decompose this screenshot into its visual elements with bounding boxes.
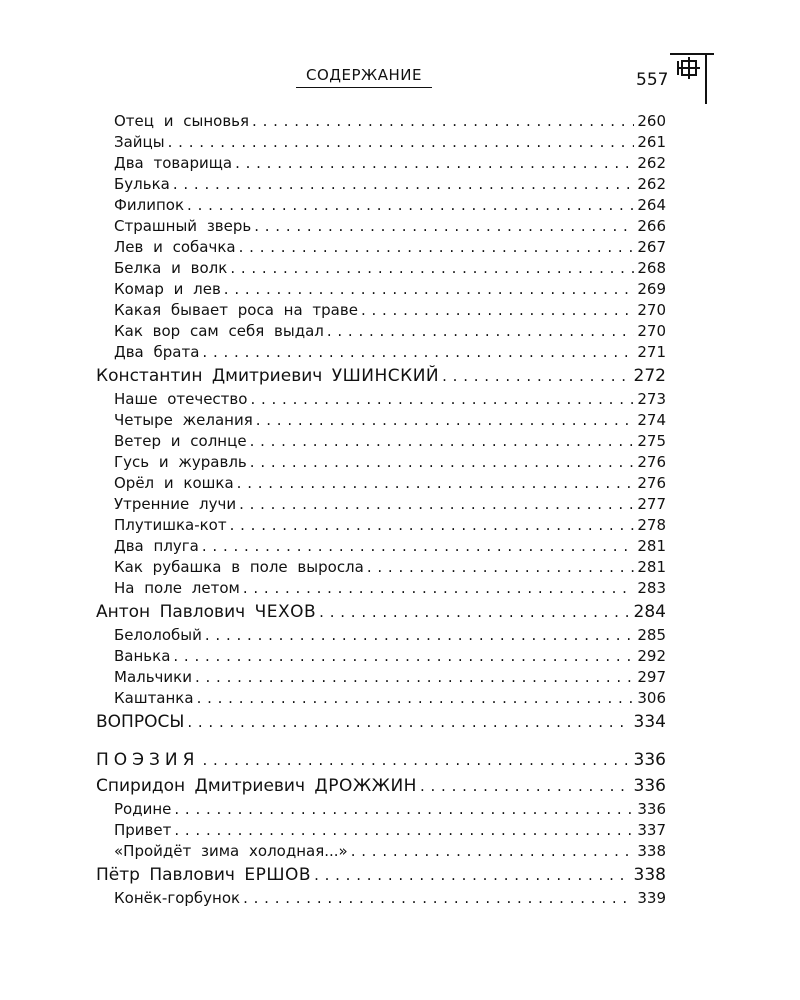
dot-leader bbox=[327, 322, 635, 340]
dot-leader bbox=[230, 516, 635, 534]
entry-title: Утренние лучи bbox=[114, 495, 237, 513]
entry-page-number: 273 bbox=[637, 390, 666, 408]
dot-leader bbox=[205, 626, 634, 644]
entry-page-number: 336 bbox=[633, 776, 666, 796]
author-surname: ЧЕХОВ bbox=[254, 602, 317, 622]
author-first-names: Спиридон Дмитриевич bbox=[96, 776, 306, 796]
entry-page-number: 262 bbox=[637, 175, 666, 193]
toc-entry bbox=[96, 842, 666, 863]
entry-page-number: 264 bbox=[637, 196, 666, 214]
toc-entry bbox=[96, 579, 666, 600]
dot-leader bbox=[173, 647, 634, 665]
dot-leader bbox=[250, 453, 635, 471]
toc-entry bbox=[96, 238, 666, 259]
author-name bbox=[96, 865, 311, 885]
entry-page-number: 276 bbox=[637, 474, 666, 492]
toc-entry bbox=[96, 196, 666, 217]
toc-author-entry bbox=[96, 366, 666, 390]
entry-page-number: 274 bbox=[637, 411, 666, 429]
toc-section-entry bbox=[96, 712, 666, 736]
entry-title: Два брата bbox=[114, 343, 200, 361]
entry-title: Филипок bbox=[114, 196, 185, 214]
dot-leader bbox=[319, 603, 630, 621]
toc-entry bbox=[96, 217, 666, 238]
entry-page-number: 270 bbox=[637, 322, 666, 340]
entry-title: Четыре желания bbox=[114, 411, 253, 429]
dot-leader bbox=[197, 689, 635, 707]
entry-page-number: 297 bbox=[637, 668, 666, 686]
author-surname: УШИНСКИЙ bbox=[331, 366, 440, 386]
entry-page-number: 283 bbox=[637, 579, 666, 597]
entry-page-number: 281 bbox=[637, 558, 666, 576]
dot-leader bbox=[250, 390, 634, 408]
toc-entry bbox=[96, 558, 666, 579]
dot-leader bbox=[235, 154, 634, 172]
corner-ornament-icon bbox=[670, 52, 714, 104]
toc-entry bbox=[96, 112, 666, 133]
toc-entry bbox=[96, 175, 666, 196]
toc-entry bbox=[96, 626, 666, 647]
entry-title: Страшный зверь bbox=[114, 217, 252, 235]
page-number: 557 bbox=[636, 70, 669, 90]
entry-page-number: 269 bbox=[637, 280, 666, 298]
entry-title: Наше отечество bbox=[114, 390, 248, 408]
entry-title: Ветер и солнце bbox=[114, 432, 247, 450]
dot-leader bbox=[174, 821, 634, 839]
entry-title: Лев и собачка bbox=[114, 238, 236, 256]
entry-title: Белка и волк bbox=[114, 259, 228, 277]
entry-page-number: 292 bbox=[637, 647, 666, 665]
toc-entry bbox=[96, 516, 666, 537]
entry-title: Как рубашка в поле выросла bbox=[114, 558, 364, 576]
entry-page-number: 336 bbox=[637, 800, 666, 818]
toc-author-entry bbox=[96, 865, 666, 889]
dot-leader bbox=[168, 133, 635, 151]
entry-page-number: 285 bbox=[637, 626, 666, 644]
dot-leader bbox=[239, 495, 634, 513]
author-first-names: Антон Павлович bbox=[96, 602, 246, 622]
dot-leader bbox=[174, 800, 634, 818]
dot-leader bbox=[243, 889, 634, 907]
entry-page-number: 271 bbox=[637, 343, 666, 361]
entry-title: Белолобый bbox=[114, 626, 202, 644]
toc-entry bbox=[96, 280, 666, 301]
dot-leader bbox=[351, 842, 635, 860]
toc-entry bbox=[96, 154, 666, 175]
entry-page-number: 268 bbox=[637, 259, 666, 277]
author-first-names: Пётр Павлович bbox=[96, 865, 235, 885]
dot-leader bbox=[224, 280, 635, 298]
toc-entry bbox=[96, 432, 666, 453]
dot-leader bbox=[237, 474, 635, 492]
entry-title: Привет bbox=[114, 821, 172, 839]
dot-leader bbox=[367, 558, 635, 576]
entry-page-number: 260 bbox=[637, 112, 666, 130]
author-surname: ДРОЖЖИН bbox=[314, 776, 417, 796]
entry-title: Орёл и кошка bbox=[114, 474, 234, 492]
entry-page-number: 266 bbox=[637, 217, 666, 235]
entry-title: Комар и лев bbox=[114, 280, 221, 298]
entry-title: Два плуга bbox=[114, 537, 199, 555]
author-name bbox=[96, 776, 417, 796]
entry-title: «Пройдёт зима холодная...» bbox=[114, 842, 348, 860]
dot-leader bbox=[252, 112, 634, 130]
dot-leader bbox=[442, 367, 630, 385]
dot-leader bbox=[239, 238, 635, 256]
toc-entry bbox=[96, 301, 666, 322]
entry-page-number: 261 bbox=[637, 133, 666, 151]
entry-page-number: 339 bbox=[637, 889, 666, 907]
entry-title: Какая бывает роса на траве bbox=[114, 301, 358, 319]
entry-title: ВОПРОСЫ bbox=[96, 712, 185, 732]
toc-entry bbox=[96, 689, 666, 710]
entry-title: Зайцы bbox=[114, 133, 165, 151]
toc-entry bbox=[96, 133, 666, 154]
toc-entry bbox=[96, 647, 666, 668]
dot-leader bbox=[202, 751, 630, 769]
entry-title: Родине bbox=[114, 800, 172, 818]
dot-leader bbox=[230, 259, 634, 277]
toc-entry bbox=[96, 889, 666, 910]
author-first-names: Константин Дмитриевич bbox=[96, 366, 323, 386]
entry-page-number: 306 bbox=[637, 689, 666, 707]
toc-entry bbox=[96, 322, 666, 343]
author-name bbox=[96, 602, 316, 622]
entry-title: Как вор сам себя выдал bbox=[114, 322, 324, 340]
dot-leader bbox=[187, 196, 634, 214]
entry-title: На поле летом bbox=[114, 579, 240, 597]
toc-entry bbox=[96, 411, 666, 432]
toc-entry bbox=[96, 537, 666, 558]
dot-leader bbox=[256, 411, 635, 429]
entry-title: Ванька bbox=[114, 647, 171, 665]
entry-title: Два товарища bbox=[114, 154, 233, 172]
entry-page-number: 284 bbox=[633, 602, 666, 622]
dot-leader bbox=[254, 217, 634, 235]
entry-title: Плутишка-кот bbox=[114, 516, 227, 534]
entry-title: Булька bbox=[114, 175, 170, 193]
entry-page-number: 278 bbox=[637, 516, 666, 534]
toc-entry bbox=[96, 821, 666, 842]
entry-title: Конёк-горбунок bbox=[114, 889, 241, 907]
author-surname: ЕРШОВ bbox=[244, 865, 312, 885]
entry-page-number: 267 bbox=[637, 238, 666, 256]
entry-page-number: 262 bbox=[637, 154, 666, 172]
entry-page-number: 275 bbox=[637, 432, 666, 450]
entry-title: Мальчики bbox=[114, 668, 192, 686]
toc-entry bbox=[96, 668, 666, 689]
toc-entry bbox=[96, 453, 666, 474]
entry-title: Гусь и журавль bbox=[114, 453, 247, 471]
entry-page-number: 337 bbox=[637, 821, 666, 839]
entry-page-number: 281 bbox=[637, 537, 666, 555]
dot-leader bbox=[250, 432, 635, 450]
entry-page-number: 277 bbox=[637, 495, 666, 513]
entry-title: Отец и сыновья bbox=[114, 112, 250, 130]
entry-page-number: 338 bbox=[637, 842, 666, 860]
dot-leader bbox=[202, 537, 634, 555]
dot-leader bbox=[420, 777, 631, 795]
entry-page-number: 270 bbox=[637, 301, 666, 319]
dot-leader bbox=[314, 866, 630, 884]
entry-page-number: 276 bbox=[637, 453, 666, 471]
toc-section-entry bbox=[96, 750, 666, 774]
toc-entry bbox=[96, 390, 666, 411]
toc-author-entry bbox=[96, 776, 666, 800]
toc-entry bbox=[96, 259, 666, 280]
dot-leader bbox=[243, 579, 635, 597]
toc-entry bbox=[96, 343, 666, 364]
entry-page-number: 272 bbox=[633, 366, 666, 386]
dot-leader bbox=[202, 343, 634, 361]
dot-leader bbox=[187, 713, 630, 731]
entry-page-number: 336 bbox=[633, 750, 666, 770]
author-name bbox=[96, 366, 439, 386]
dot-leader bbox=[173, 175, 635, 193]
entry-page-number: 334 bbox=[633, 712, 666, 732]
toc-author-entry bbox=[96, 602, 666, 626]
toc-entry bbox=[96, 474, 666, 495]
dot-leader bbox=[361, 301, 634, 319]
page-title: СОДЕРЖАНИЕ bbox=[296, 66, 432, 88]
entry-title: ПОЭЗИЯ bbox=[96, 750, 200, 770]
dot-leader bbox=[195, 668, 634, 686]
entry-title: Каштанка bbox=[114, 689, 194, 707]
entry-page-number: 338 bbox=[633, 865, 666, 885]
table-of-contents bbox=[96, 112, 666, 910]
toc-entry bbox=[96, 800, 666, 821]
toc-entry bbox=[96, 495, 666, 516]
